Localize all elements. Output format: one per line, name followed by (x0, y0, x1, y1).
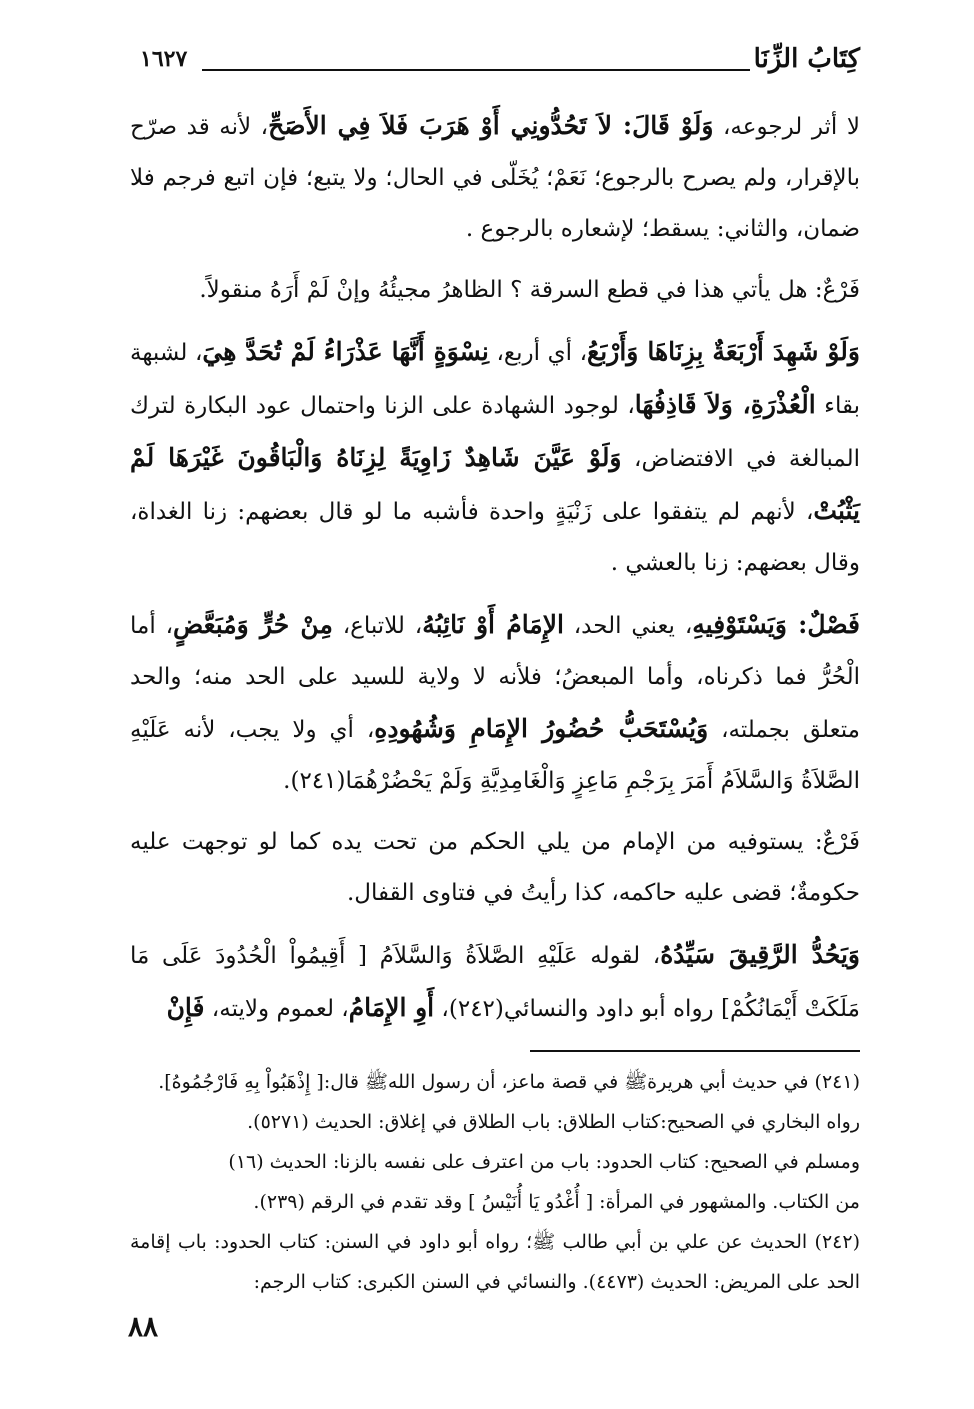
commentary-text: ، للاتباع، (332, 613, 423, 639)
footnote-line: من الكتاب. والمشهور في المرأة: [ أُغْدُو يَا أُنَيْسُ ] وقد تقدم في الرقم (٢٣٩). (253, 1191, 860, 1213)
matn-text: الْعُذْرَةِ، وَلاَ قَاذِفُهَا (634, 390, 816, 419)
footnote-line: (٢٤٢) الحديث عن علي بن أبي طالب ﷺ؛ رواه أبو داود في السنن: كتاب الحدود: باب إقامة الحد على المريض: الحديث (٤٤٧٣). والنسائي في السنن الكبرى: كتاب الرجم: (130, 1231, 860, 1293)
page-header (140, 40, 860, 80)
matn-text: وَلَوْ قَالَ: لاَ تَحُدُّونِي أَوْ هَرَبَ فَلاَ فِي الأَصَحِّ (268, 111, 714, 140)
footnote-separator (530, 1050, 860, 1052)
commentary-text: ، أما الْحُرُّ فما ذكرناه، وأما المبعضُ؛ فلأنه لا ولاية للسيد على الحد منه؛ والحد متعلق بجملته، (130, 613, 860, 743)
paragraph (130, 265, 860, 316)
commentary-text: ، لعموم ولايته، (204, 996, 349, 1022)
matn-text: وَلَوْ عَيَّنَ شَاهِدٌ زَاوِيَةً لِزِنَاهُ وَالْبَاقُونَ غَيْرَهَا لَمْ يَثْبُتْ (130, 443, 860, 525)
commentary-text: فَرْعٌ: يستوفيه من الإمام من يلي الحكم من تحت يده كما لو توجهت عليه حكومةٌ؛ قضى عليه حاكمه، كذا رأيتُ في فتاوى القفال. (130, 829, 860, 906)
footnote-line: (٢٤١) في حديث أبي هريرةﷺ في قصة ماعز، أن رسول اللهﷺ قال:[ إِذْهَبُواْ بِهِ فَارْجُمُوهُ]. (158, 1071, 860, 1093)
footnote-line: رواه البخاري في الصحيح:كتاب الطلاق: باب الطلاق في إغلاق: الحديث (٥٢٧١). (247, 1111, 860, 1133)
commentary-text: ، لوجود الشهادة على الزنا واحتمال عود البكارة لترك المبالغة في الافتضاض، (130, 393, 860, 472)
commentary-text: ، لأنه قد صرّح بالإقرار، ولم يصرح بالرجوع؛ نَعَمْ؛ يُخَلّى في الحال؛ ولا يتبع؛ فإن اتبع فرجم فلا ضمان، والثاني: يسقط؛ لإشعاره بالرجوع . (130, 114, 860, 242)
commentary-text: فَرْعٌ: هل يأتي هذا في قطع السرقة ؟ الظاهرُ مجيئُهُ وإنْ لَمْ أَرَهُ منقولاً. (199, 277, 860, 303)
commentary-text: ، أي أربع، (488, 340, 587, 366)
page-number: ١٦٢٧ (140, 46, 188, 72)
footnote-line: ومسلم في الصحيح: كتاب الحدود: باب من اعترف على نفسه بالزنا: الحديث (١٦) (228, 1151, 860, 1173)
commentary-text: ، لأنهم لم يتفقوا على زَنْيَةٍ واحدة فأشبه ما لو قال بعضهم: زنا الغداة، وقال بعضهم: زنا بالعشي . (130, 499, 860, 576)
header-rule (202, 69, 750, 71)
commentary-text: لا أثر لرجوعه، (713, 114, 861, 140)
matn-text: نِسْوَةٍ أَنَّهَا عَذْرَاءُ لَمْ تُحَدَّ هِيَ (202, 337, 489, 366)
commentary-text: ، لشبهة بقاء (130, 340, 861, 419)
matn-text: الإِمَامُ أَوْ نَائِبُهُ (422, 610, 564, 639)
paragraph (130, 326, 860, 589)
paragraph (130, 817, 860, 919)
commentary-text: ، يعني الحد، (563, 613, 693, 639)
paragraph (130, 929, 860, 1035)
matn-text: وَيَحُدُّ الرَّقِيقَ سَيِّدُهُ (660, 940, 860, 969)
matn-text: وَلَوْ شَهِدَ أَرْبَعَةٌ بِزِنَاهَا وَأَرْبَعُ (587, 337, 860, 366)
matn-text: فَصْلٌ: وَيَسْتَوْفِيهِ (692, 610, 860, 639)
matn-text: فَإِنْ (166, 993, 205, 1022)
paragraph (130, 100, 860, 255)
commentary-text: ، لقوله عَلَيْهِ الصَّلاَةُ وَالسَّلاَمُ [ أَقِيمُواْ الْحُدُودَ عَلَى مَا مَلَكَتْ أَيْمَانُكُمْ] رواه أبو داود والنسائي(٢٤٢)، (130, 943, 860, 1022)
matn-text: أَوِ الإِمَامُ (348, 993, 435, 1022)
matn-text: وَيُسْتَحَبُّ حُضُورُ الإِمَامِ وَشُهُودِهِ (374, 714, 709, 743)
catchword: ٨٨ (128, 1310, 159, 1343)
matn-text: مِنْ حُرٍّ وَمُبَعَّضٍ (173, 610, 333, 639)
running-title: كِتَابُ الزِّنَا (753, 44, 860, 74)
paragraph (130, 599, 860, 807)
footnotes (130, 1062, 860, 1302)
main-text (130, 100, 860, 1045)
commentary-text: ، أي ولا يجب، لأنه عَلَيْهِ الصَّلاَةُ وَالسَّلاَمُ أَمَرَ بِرَجْمِ مَاعِزٍ وَالْغَامِدِيَّةِ وَلَمْ يَحْضُرْهُمَا(٢٤١). (130, 717, 860, 794)
